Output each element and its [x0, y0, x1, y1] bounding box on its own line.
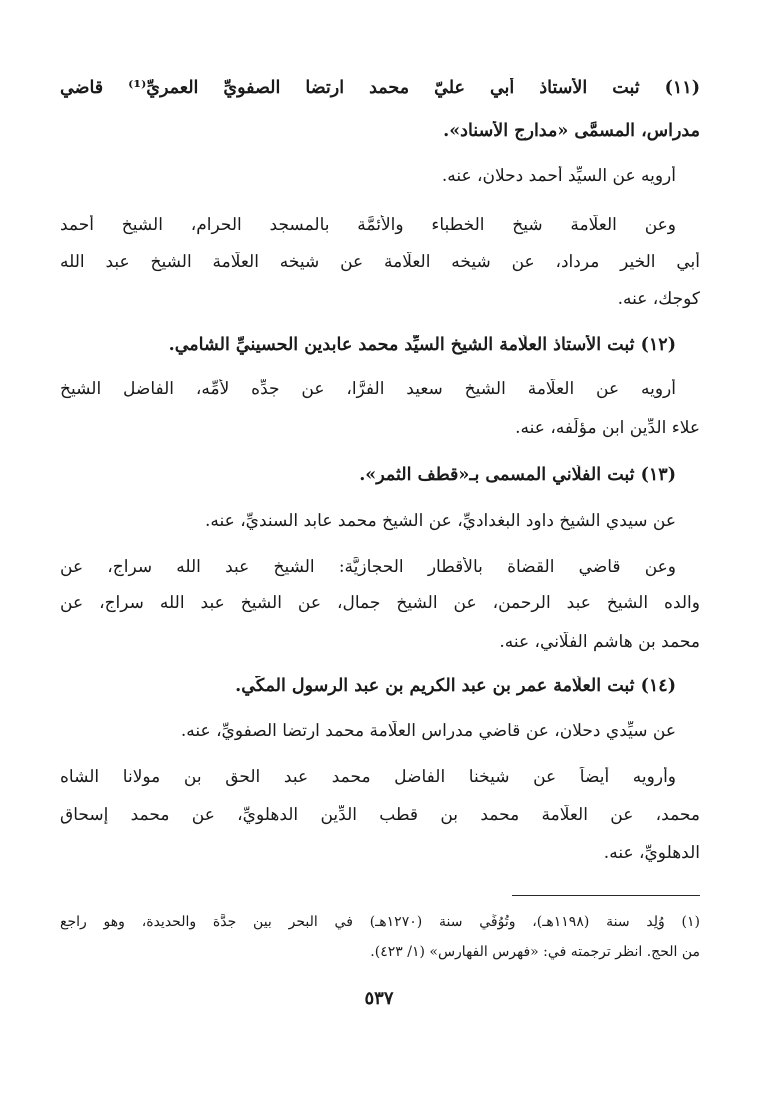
footnote-line-2: من الحج. انظر ترجمته في: «فهرس الفهارس» (١/ ٤٢٣).: [370, 944, 700, 960]
footnote-line-1: (١) وُلِد سنة (١١٩٨هـ)، وتُوُفِّي سنة (١٢٧٠هـ) في البحر بين جدَّة والحديدة، وهو راجع: [60, 914, 700, 930]
entry-13-paragraph-2-line-1: وعن قاضي القضاة بالأقطار الحجازيَّة: الشيخ عبد الله سراج، عن: [60, 557, 676, 577]
entry-13-heading: (١٣) ثبت الفلّاني المسمى بـ«قطف الثمر».: [359, 465, 676, 485]
entry-13-paragraph-2-line-3: محمد بن هاشم الفلَّاني، عنه.: [499, 632, 700, 652]
entry-12-heading: (١٢) ثبت الأستاذ العلَّامة الشيخ السيِّد محمد عابدين الحسينيِّ الشامي.: [168, 335, 676, 355]
page-number: ٥٣٧: [364, 988, 394, 1009]
entry-14-heading: (١٤) ثبت العلَّامة عمر بن عبد الكريم بن عبد الرسول المكّي.: [235, 676, 676, 696]
entry-14-paragraph-2-line-3: الدهلويِّ، عنه.: [603, 843, 700, 863]
entry-12-paragraph-line-1: أرويه عن العلَّامة الشيخ سعيد الفرَّا، عن جدِّه لأمِّه، الفاضل الشيخ: [60, 379, 676, 399]
entry-11-paragraph-2-line-2: أبي الخير مرداد، عن شيخه العلَّامة عن شيخه العلَّامة الشيخ عبد الله: [60, 252, 700, 272]
entry-11-paragraph-2-line-3: كوجك، عنه.: [617, 289, 700, 309]
entry-13-paragraph-1: عن سيدي الشيخ داود البغداديِّ، عن الشيخ محمد عابد السنديِّ، عنه.: [205, 511, 676, 531]
entry-11-paragraph-2-line-1: وعن العلَّامة شيخ الخطباء والأئمَّة بالمسجد الحرام، الشيخ أحمد: [60, 215, 676, 235]
entry-14-paragraph-2-line-1: وأرويه أيضاً عن شيخنا الفاضل محمد عبد الحق بن مولانا الشاه: [60, 767, 676, 787]
entry-13-paragraph-2-line-2: والده الشيخ عبد الرحمن، عن الشيخ جمال، عن الشيخ عبد الله سراج، عن: [60, 593, 700, 613]
entry-14-paragraph-2-line-2: محمد، عن العلَّامة محمد بن قطب الدِّين الدهلويِّ، عن محمد إسحاق: [60, 805, 700, 825]
footnote-separator: [512, 895, 700, 896]
entry-11-paragraph-1: أرويه عن السيِّد أحمد دحلان، عنه.: [441, 166, 676, 186]
entry-11-heading-line-2: مدراس، المسمَّى «مدارج الأسناد».: [443, 121, 700, 141]
entry-14-paragraph-1: عن سيِّدي دحلان، عن قاضي مدراس العلَّامة محمد ارتضا الصفويِّ، عنه.: [180, 721, 676, 741]
entry-11-heading-line-1: (١١) ثبت الأستاذ أبي عليّ محمد ارتضا الصفويِّ العمريِّ⁽¹⁾ قاضي: [60, 78, 700, 98]
entry-12-paragraph-line-2: علاء الدِّين ابن مؤلِّفه، عنه.: [515, 418, 700, 438]
